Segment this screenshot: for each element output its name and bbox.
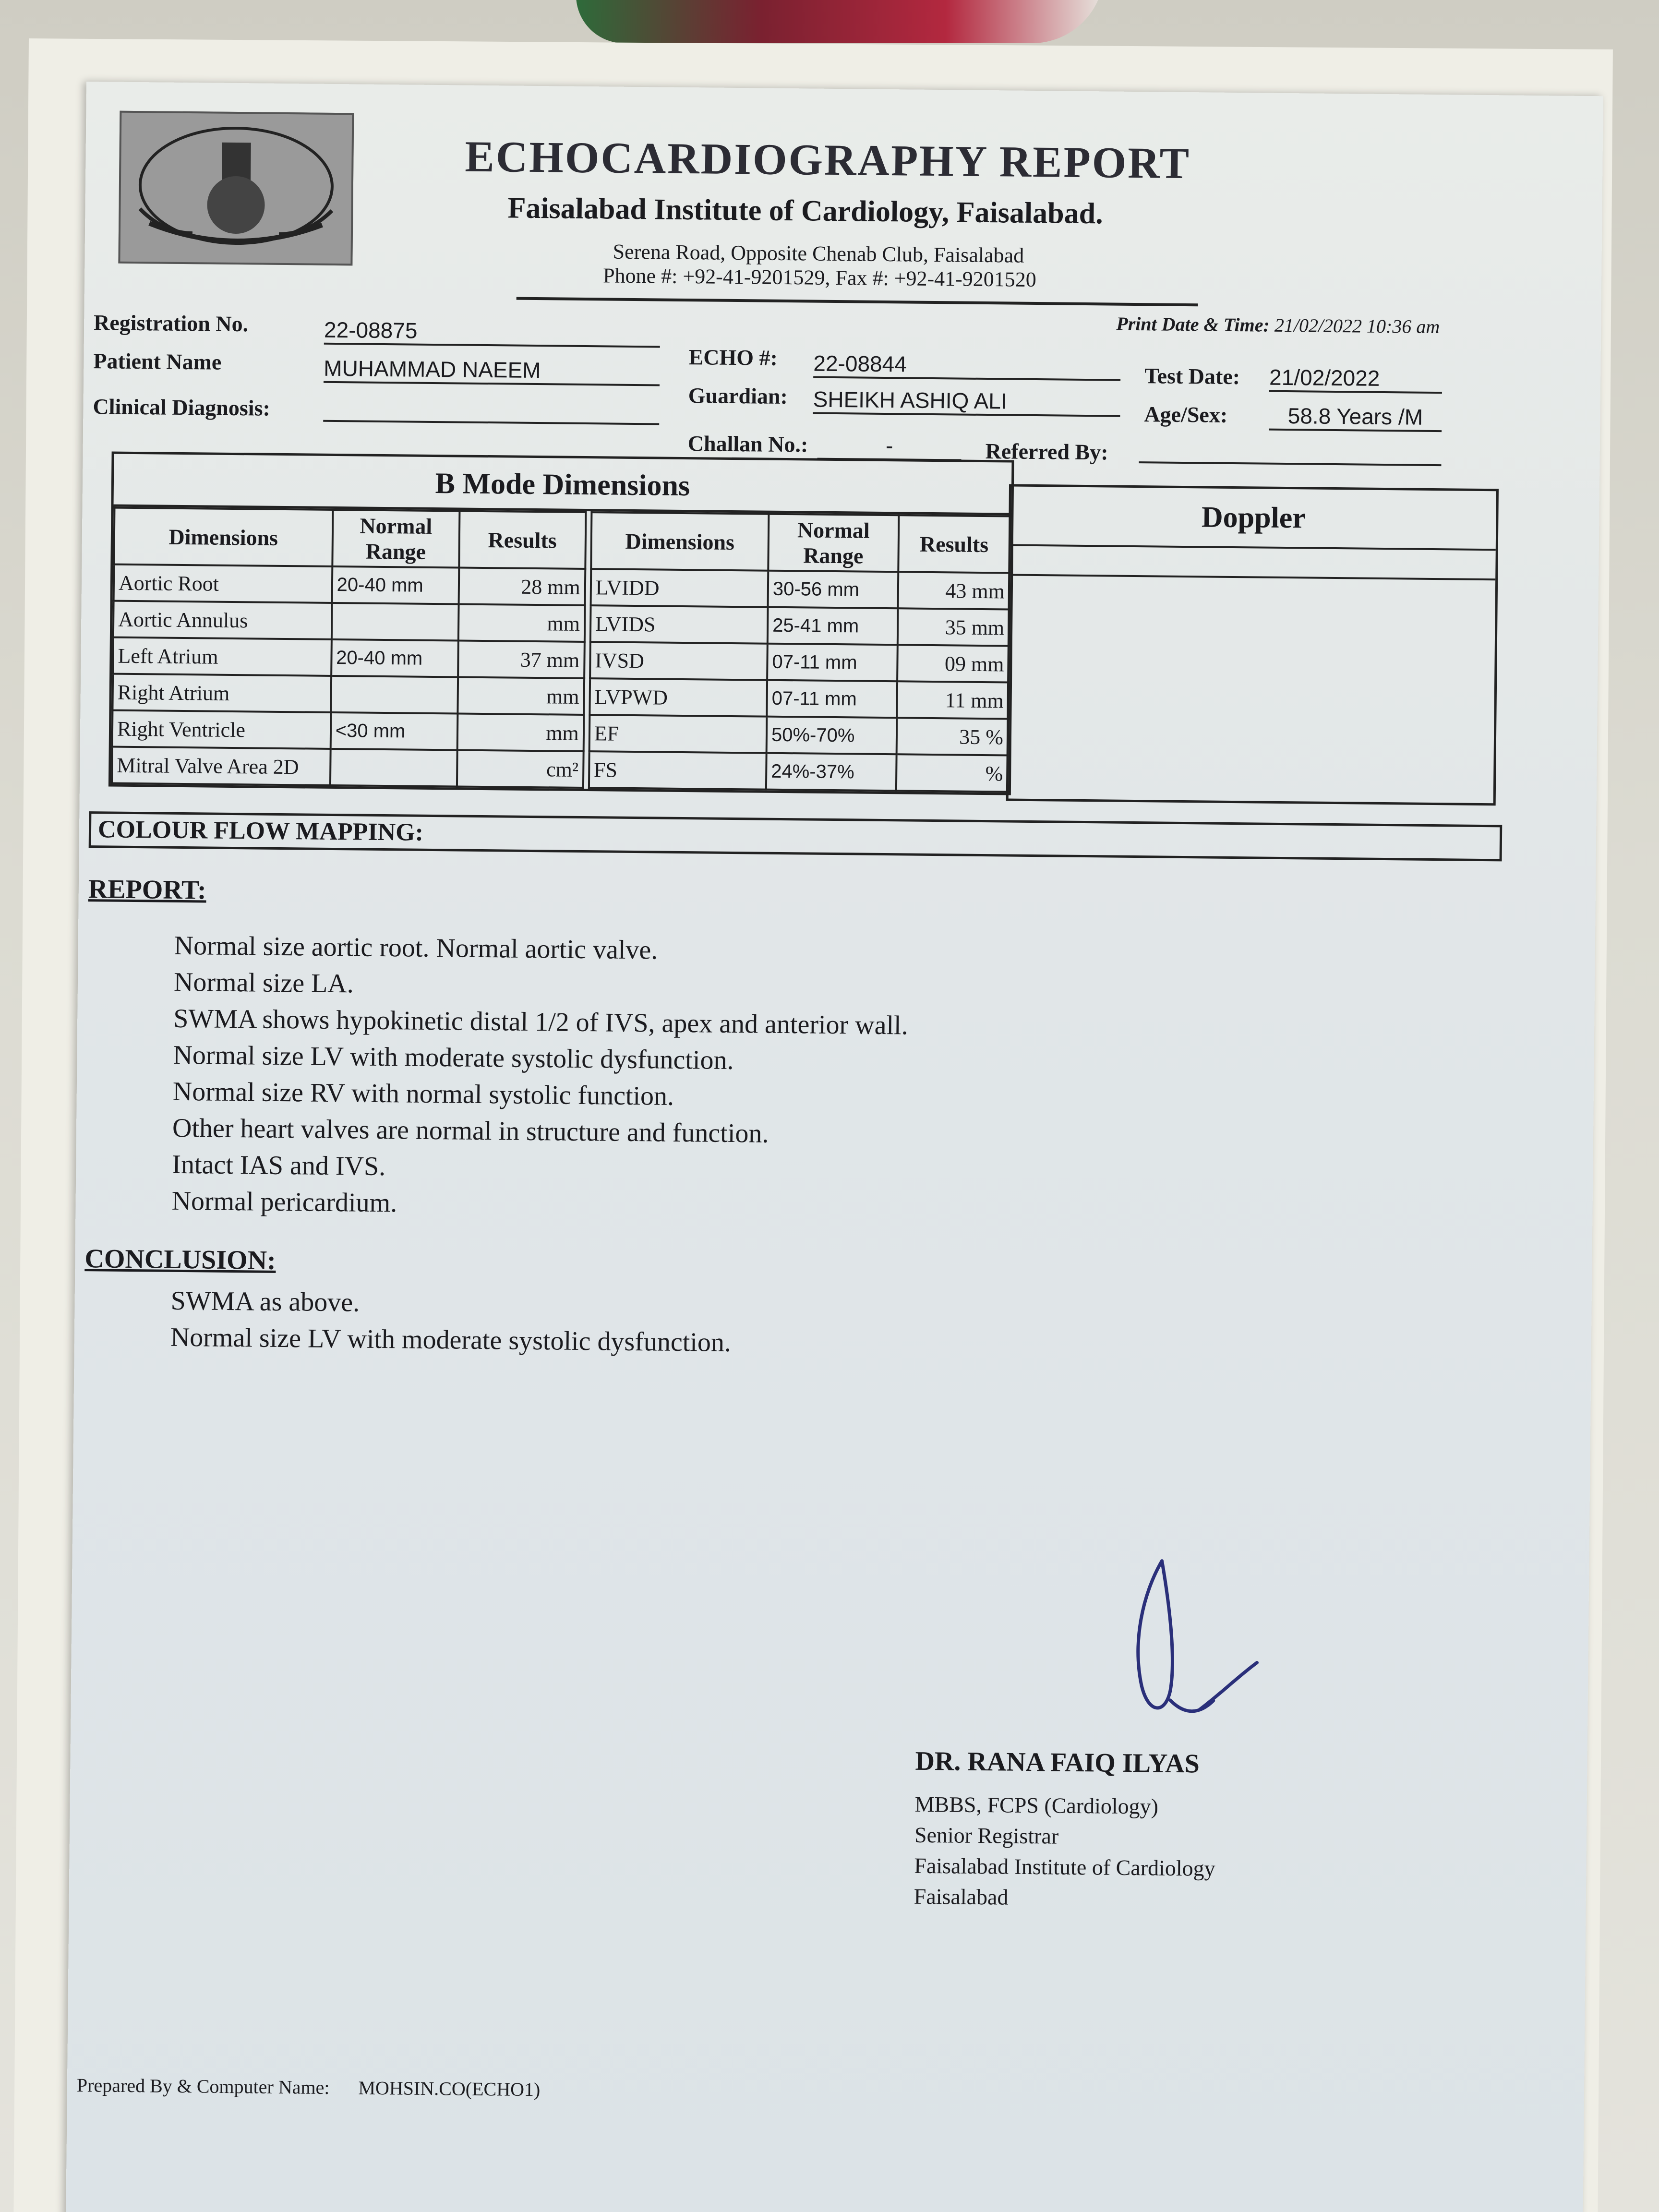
- range-cell: 30-56 mm: [768, 571, 898, 609]
- range-cell: <30 mm: [330, 712, 457, 750]
- registration-value: 22-08875: [324, 317, 661, 348]
- institute-address: Serena Road, Opposite Chenab Club, Faisalabad: [613, 240, 1024, 267]
- dimension-cell: Aortic Root: [114, 565, 332, 603]
- print-date-time: [1116, 313, 1440, 338]
- doppler-panel: [1006, 484, 1499, 805]
- conclusion-heading: CONCLUSION:: [84, 1244, 276, 1275]
- dimension-cell: Mitral Valve Area 2D: [112, 747, 330, 785]
- report-line: Intact IAS and IVS.: [172, 1149, 386, 1182]
- dimension-cell: EF: [589, 715, 767, 753]
- doctor-city: Faisalabad: [914, 1884, 1009, 1910]
- table-row: [113, 601, 585, 642]
- registration-label: Registration No.: [93, 310, 249, 337]
- result-cell: %: [896, 754, 1008, 792]
- report-title: ECHOCARDIOGRAPHY REPORT: [465, 132, 1191, 188]
- range-cell: [331, 676, 458, 714]
- age-sex-label: Age/Sex:: [1144, 402, 1228, 427]
- patient-name-value: MUHAMMAD NAEEM: [324, 355, 660, 386]
- range-cell: 25-41 mm: [768, 607, 898, 645]
- table-row: [112, 747, 583, 788]
- table-row: [590, 605, 1010, 646]
- dimension-cell: LVIDD: [590, 569, 768, 607]
- conclusion-findings: [170, 1283, 732, 1361]
- report-line: Normal size aortic root. Normal aortic valve.: [174, 930, 658, 965]
- report-line: Normal size LV with moderate systolic dysfunction.: [173, 1040, 734, 1076]
- bmode-title: B Mode Dimensions: [114, 454, 1012, 516]
- test-date-value: 21/02/2022: [1269, 364, 1443, 394]
- result-cell: 09 mm: [897, 645, 1009, 682]
- bmode-right-header-row: [591, 512, 1010, 573]
- report-line: Normal size LA.: [173, 967, 354, 999]
- report-line: SWMA shows hypokinetic distal 1/2 of IVS, apex and anterior wall.: [173, 1003, 908, 1041]
- age-sex-value: 58.8 Years /M: [1269, 403, 1442, 432]
- guardian-label: Guardian:: [688, 383, 788, 409]
- bmode-dimensions-panel: [108, 452, 1014, 795]
- report-line: Other heart valves are normal in structure and function.: [172, 1113, 769, 1149]
- dimension-cell: Left Atrium: [113, 637, 331, 676]
- print-date-label: Print Date & Time:: [1116, 313, 1270, 336]
- bmode-right-table: [588, 511, 1011, 793]
- range-cell: 20-40 mm: [332, 566, 459, 604]
- prepared-by: [77, 2074, 541, 2101]
- table-row: [589, 715, 1008, 755]
- logo-emblem-icon: [120, 113, 352, 264]
- range-cell: 24%-37%: [766, 753, 896, 791]
- prepared-by-label: Prepared By & Computer Name:: [76, 2074, 330, 2099]
- table-row: [112, 674, 584, 715]
- guardian-value: SHEIKH ASHIQ ALI: [813, 386, 1120, 417]
- result-cell: 35 %: [896, 718, 1008, 755]
- table-row: [590, 569, 1010, 609]
- dimension-cell: IVSD: [590, 642, 768, 680]
- table-row: [113, 637, 584, 678]
- col-dimensions: Dimensions: [114, 508, 333, 566]
- report-sheet: [66, 82, 1603, 2212]
- report-line: Normal size RV with normal systolic function.: [172, 1076, 674, 1111]
- echo-number-value: 22-08844: [813, 350, 1121, 381]
- range-cell: 07-11 mm: [767, 644, 897, 682]
- col-results: Results: [459, 511, 586, 569]
- table-row: [112, 710, 584, 751]
- institute-logo: [118, 111, 354, 266]
- header-divider: [517, 297, 1198, 307]
- range-cell: 50%-70%: [767, 717, 897, 755]
- result-cell: 43 mm: [898, 572, 1010, 609]
- doctor-position: Senior Registrar: [914, 1822, 1059, 1849]
- doctor-signature-icon: [1103, 1555, 1262, 1730]
- bmode-left-table: [111, 507, 587, 789]
- doppler-row: [1010, 546, 1496, 581]
- bmode-left-header-row: [114, 508, 586, 569]
- table-row: [114, 565, 585, 605]
- doctor-institute: Faisalabad Institute of Cardiology: [914, 1853, 1215, 1881]
- prepared-by-value: MOHSIN.CO(ECHO1): [358, 2077, 541, 2101]
- result-cell: 28 mm: [458, 567, 585, 605]
- col-normal-range: Normal Range: [768, 514, 899, 572]
- fabric-corner: [576, 0, 1104, 43]
- range-cell: [330, 749, 457, 787]
- bmode-tables: [111, 507, 1011, 793]
- col-normal-range: Normal Range: [332, 510, 459, 568]
- dimension-cell: Right Atrium: [112, 674, 331, 712]
- referred-by-label: Referred By:: [985, 439, 1108, 465]
- range-cell: [332, 603, 459, 641]
- report-findings: [171, 927, 909, 1226]
- dimension-cell: LVIDS: [590, 605, 768, 644]
- institute-name: Faisalabad Institute of Cardiology, Faisalabad.: [507, 192, 1103, 230]
- conclusion-line: SWMA as above.: [170, 1286, 360, 1318]
- col-dimensions: Dimensions: [591, 512, 769, 571]
- dimension-cell: FS: [589, 751, 767, 790]
- clinical-diagnosis-field: [323, 415, 659, 425]
- dimension-cell: Aortic Annulus: [113, 601, 332, 639]
- dimension-cell: Right Ventricle: [112, 710, 331, 749]
- dimension-cell: LVPWD: [589, 678, 767, 717]
- range-cell: 07-11 mm: [767, 680, 897, 718]
- test-date-label: Test Date:: [1144, 363, 1240, 389]
- referred-by-field: [1139, 457, 1441, 466]
- echo-number-label: ECHO #:: [688, 345, 778, 370]
- challan-label: Challan No.:: [687, 431, 808, 457]
- doctor-details: [914, 1789, 1216, 1915]
- result-cell: mm: [457, 677, 584, 715]
- result-cell: cm²: [457, 750, 584, 788]
- doppler-title: Doppler: [1011, 487, 1496, 551]
- table-row: [589, 678, 1009, 719]
- report-line: Normal pericardium.: [171, 1186, 397, 1218]
- result-cell: 37 mm: [458, 640, 585, 678]
- colour-flow-mapping: COLOUR FLOW MAPPING:: [89, 811, 1503, 861]
- col-results: Results: [898, 515, 1010, 573]
- institute-phone: Phone #: +92-41-9201529, Fax #: +92-41-9201520: [602, 264, 1037, 292]
- challan-value: -: [817, 432, 962, 461]
- result-cell: mm: [458, 604, 585, 642]
- print-date-value: 21/02/2022 10:36 am: [1274, 314, 1440, 338]
- report-heading: REPORT:: [88, 874, 207, 905]
- conclusion-line: Normal size LV with moderate systolic dysfunction.: [170, 1322, 732, 1358]
- table-row: [589, 751, 1008, 792]
- clinical-diagnosis-label: Clinical Diagnosis:: [93, 394, 271, 421]
- table-row: [590, 642, 1009, 682]
- result-cell: 35 mm: [897, 608, 1009, 646]
- range-cell: 20-40 mm: [331, 639, 458, 677]
- doctor-name: DR. RANA FAIQ ILYAS: [915, 1746, 1200, 1779]
- doctor-qualification: MBBS, FCPS (Cardiology): [914, 1791, 1159, 1819]
- result-cell: mm: [457, 713, 584, 751]
- result-cell: 11 mm: [897, 681, 1009, 719]
- patient-name-label: Patient Name: [93, 349, 222, 374]
